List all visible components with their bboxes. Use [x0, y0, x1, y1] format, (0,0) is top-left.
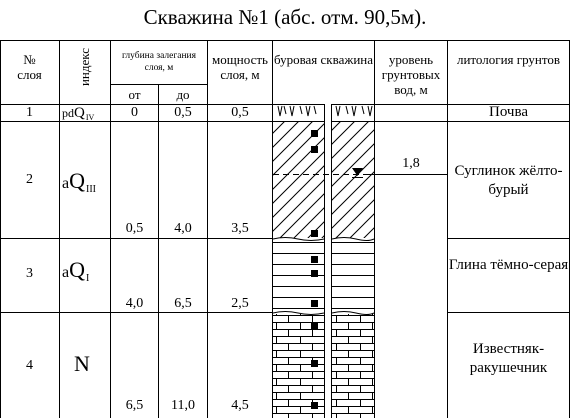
header-depth-to: до	[176, 87, 190, 102]
layer-4-lithology: Известняк-ракушечник	[469, 341, 548, 376]
header-groundwater: уровень грунтовых вод, м	[381, 52, 441, 97]
header-lithology: литология грунтов	[456, 52, 561, 67]
groundwater-level-value: 1,8	[402, 156, 420, 171]
layer-1-lithology: Почва	[488, 104, 529, 120]
layer-3-from: 4,0	[125, 296, 144, 311]
header-index: индекс	[77, 47, 92, 87]
layer-1-index: pdQ$_{IV}$	[62, 105, 95, 122]
layer-2-no: 2	[26, 172, 33, 187]
layer-1-thickness: 0,5	[231, 105, 249, 120]
header-depth: глубина залегания слоя, м	[121, 51, 197, 73]
layer-3-lithology: Глина тёмно-серая	[448, 257, 569, 273]
layer-1-from: 0	[131, 105, 138, 120]
layer-4-no: 4	[26, 358, 33, 373]
layer-2-thickness: 3,5	[231, 221, 249, 236]
layer-4-index: N	[74, 351, 90, 376]
layer-2-index: $aQ_{III}$	[62, 168, 96, 195]
page-title: Скважина №1 (абс. отм. 90,5м).	[143, 5, 427, 29]
layer-4-thickness: 4,5	[231, 398, 249, 413]
header-layer-no: № слоя	[17, 52, 42, 82]
layer-3-index: $aQ_I$	[62, 257, 90, 284]
header-borehole: буровая скважина	[273, 52, 374, 67]
layer-3-to: 6,5	[174, 296, 192, 311]
header-depth-from: от	[128, 87, 141, 102]
layer-3-no: 3	[26, 266, 33, 281]
layer-2-to: 4,0	[174, 221, 192, 236]
layer-2-lithology: Суглинок жёлто-бурый	[454, 163, 563, 198]
layer-4-from: 6,5	[125, 398, 144, 413]
header-thickness: мощность слоя, м	[212, 52, 268, 82]
layer-1-to: 0,5	[174, 105, 192, 120]
layer-4-to: 11,0	[171, 398, 195, 413]
layer-1-no: 1	[26, 105, 33, 120]
layer-2-from: 0,5	[125, 221, 144, 236]
layer-3-thickness: 2,5	[231, 296, 249, 311]
